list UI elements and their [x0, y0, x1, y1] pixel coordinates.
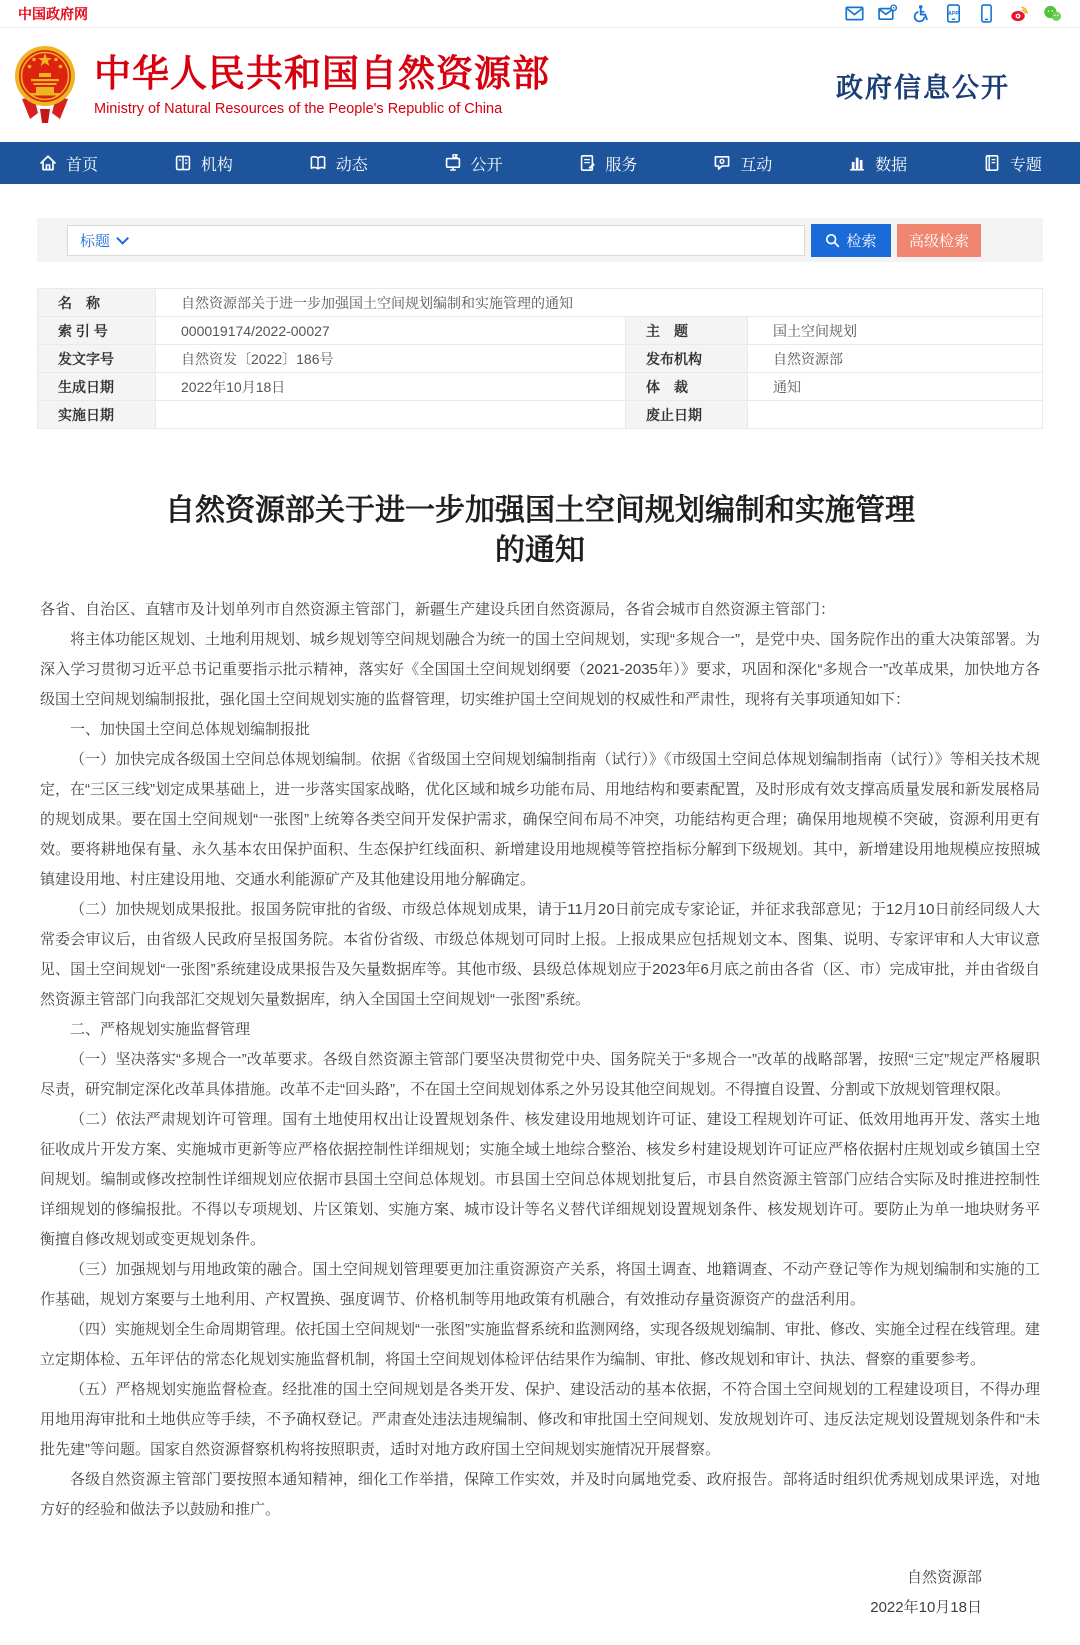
- article-paragraph: （二）加快规划成果报批。报国务院审批的省级、市级总体规划成果，请于11月20日前完成专家论证，并征求我部意见；于12月10日前经同级人大常委会审议后，由省级人民政府呈报国务院。本省份省级、市级总体规划可同时上报。上报成果应包括规划文本、图集、说明、专家评审和人大审议意见、国土空间规划“一张图”系统建设成果报告及矢量数据库等。其他市级、县级总体规划应于2023年6月底之前由各省（区、市）完成审批，并由省级自然资源主管部门向我部汇交规划矢量数据库，纳入全国国土空间规划“一张图”系统。: [40, 901, 1040, 1008]
- mail-icon[interactable]: [845, 4, 864, 23]
- search-field-selector[interactable]: [80, 230, 125, 251]
- service-icon: [577, 153, 597, 173]
- disclosure-icon: [443, 153, 463, 173]
- topbar-icon-group: [845, 4, 1062, 23]
- meta-created-value: 2022年10月18日: [156, 373, 626, 401]
- ministry-brand: [94, 53, 836, 117]
- accessibility-icon[interactable]: [911, 4, 930, 23]
- table-row: [38, 345, 1043, 373]
- nav-label: 专题: [1009, 156, 1042, 174]
- nav-item-interact[interactable]: [712, 152, 772, 175]
- article-section-heading: 二、严格规划实施监督管理: [70, 1021, 251, 1038]
- meta-name-value: 自然资源部关于进一步加强国土空间规划编制和实施管理的通知: [156, 289, 1043, 317]
- app-download-icon[interactable]: [944, 4, 963, 23]
- article-paragraph: （五）严格规划实施监督检查。经批准的国土空间规划是各类开发、保护、建设活动的基本依据，不符合国土空间规划的工程建设项目，不得办理用地用海审批和土地供应等手续，不予确权登记。严肃查处违法违规编制、修改和审批国土空间规划、发放规划许可、违反法定规划设置规划条件和“未批先建”等问题。国家自然资源督察机构将按照职责，适时对地方政府国土空间规划实施情况开展督察。: [40, 1381, 1040, 1458]
- table-row: [38, 289, 1043, 317]
- article-section-heading: 一、加快国土空间总体规划编制报批: [70, 721, 311, 738]
- meta-docno-value: 自然资发〔2022〕186号: [156, 345, 626, 373]
- nav-item-data[interactable]: [847, 152, 907, 175]
- ministry-title-en: Ministry of Natural Resources of the People's Republic of China: [94, 101, 503, 117]
- nav-label: 机构: [200, 156, 233, 174]
- home-icon: [38, 153, 58, 173]
- nav-item-topics[interactable]: [982, 152, 1042, 175]
- search-button-label: 检索: [846, 232, 877, 250]
- meta-repeal-value: [748, 401, 1043, 429]
- meta-issuer-label: 发布机构: [626, 345, 748, 373]
- article-paragraph: （二）依法严肃规划许可管理。国有土地使用权出让设置规划条件、核发建设用地规划许可证、建设工程规划许可证、低效用地再开发、落实土地征收成片开发方案、实施城市更新等应严格依据控制性详细规划；实施全域土地综合整治、核发乡村建设规划许可证应严格依据村庄规划或乡镇国土空间规划。编制或修改控制性详细规划应依据市县国土空间总体规划。市县国土空间总体规划批复后，市县自然资源主管部门应结合实际及时推进控制性详细规划的修编报批。不得以专项规划、片区策划、实施方案、城市设计等名义替代详细规划设置规划条件、核发规划许可。要防止为单一地块财务平衡擅自修改规划或变更规划条件。: [40, 1111, 1040, 1248]
- table-row: [38, 401, 1043, 429]
- ministry-title-cn: 中华人民共和国自然资源部: [94, 53, 550, 94]
- article-paragraph: （三）加强规划与用地政策的融合。国土空间规划管理要更加注重资源资产关系，将国土调查、地籍调查、不动产登记等作为规划编制和实施的工作基础，规划方案要与土地利用、产权置换、强度调节、价格机制等用地政策有机融合，有效推动存量资源资产的盘活利用。: [40, 1261, 1040, 1308]
- nav-label: 公开: [470, 156, 503, 174]
- gov-site-link[interactable]: 中国政府网: [18, 5, 88, 22]
- search-icon: [825, 233, 840, 248]
- data-icon: [847, 153, 867, 173]
- article-paragraph: 各省、自治区、直辖市及计划单列市自然资源主管部门，新疆生产建设兵团自然资源局，各省会城市自然资源主管部门：: [40, 601, 836, 618]
- gov-info-disclosure-link[interactable]: 政府信息公开: [836, 72, 1010, 103]
- nav-item-disclosure[interactable]: [443, 152, 503, 175]
- site-header: [0, 28, 1080, 142]
- page-bottom-spacer: [0, 1623, 1080, 1645]
- meta-index-value: 000019174/2022-00027: [156, 317, 626, 345]
- nav-item-services[interactable]: [577, 152, 637, 175]
- top-utility-bar: [0, 0, 1080, 28]
- article-paragraph: （四）实施规划全生命周期管理。依托国土空间规划“一张图”实施监督系统和监测网络，实现各级规划编制、审批、修改、实施全过程在线管理。建立定期体检、五年评估的常态化规划实施监督机制，将国土空间规划体检评估结果作为编制、审批、修改规划和审计、执法、督察的重要参考。: [40, 1321, 1040, 1368]
- search-button[interactable]: [811, 224, 891, 257]
- wechat-icon[interactable]: [1043, 4, 1062, 23]
- meta-index-label: 索 引 号: [38, 317, 156, 345]
- nav-label: 数据: [875, 156, 908, 174]
- advanced-search-button[interactable]: [897, 224, 981, 257]
- search-section: [0, 184, 1080, 262]
- meta-genre-value: 通知: [748, 373, 1043, 401]
- page-title: 自然资源部关于进一步加强国土空间规划编制和实施管理的通知: [165, 494, 915, 567]
- meta-topic-label: 主 题: [626, 317, 748, 345]
- main-nav: [0, 142, 1080, 184]
- nav-label: 动态: [335, 156, 368, 174]
- document-meta-section: [0, 262, 1080, 429]
- article-paragraph: 各级自然资源主管部门要按照本通知精神，细化工作举措，保障工作实效，并及时向属地党委、政府报告。部将适时组织优秀规划成果评选，对地方好的经验和做法予以鼓励和推广。: [40, 1471, 1040, 1518]
- meta-genre-label: 体 裁: [626, 373, 748, 401]
- org-icon: [173, 153, 193, 173]
- meta-topic-value: 国土空间规划: [748, 317, 1043, 345]
- search-input[interactable]: [67, 225, 805, 256]
- article-paragraph: （一）加快完成各级国土空间总体规划编制。依据《省级国土空间规划编制指南（试行）》《市级国土空间总体规划编制指南（试行）》等相关技术规定，在“三区三线”划定成果基础上，进一步落实国家战略，优化区域和城乡功能布局、用地结构和要素配置，及时形成有效支撑高质量发展和新发展格局的规划成果。要在国土空间规划“一张图”上统筹各类空间开发保护需求，确保空间布局不冲突，功能结构更合理；确保用地规模不突破，资源利用更有效。要将耕地保有量、永久基本农田保护面积、生态保护红线面积、新增建设用地规模等管控指标分解到下级规划。其中，新增建设用地规模应按照城镇建设用地、村庄建设用地、交通水利能源矿产及其他建设用地分解确定。: [40, 751, 1040, 888]
- signature-org: 自然资源部: [906, 1569, 982, 1586]
- mail-subscribe-icon[interactable]: [878, 4, 897, 23]
- topics-icon: [982, 153, 1002, 173]
- weibo-icon[interactable]: [1010, 4, 1029, 23]
- nav-label: 服务: [605, 156, 638, 174]
- document-meta-table: [37, 288, 1043, 429]
- chevron-down-icon: [116, 232, 129, 245]
- meta-name-label: 名 称: [38, 289, 156, 317]
- article-paragraph: 将主体功能区规划、土地利用规划、城乡规划等空间规划融合为统一的国土空间规划，实现“多规合一”，是党中央、国务院作出的重大决策部署。为深入学习贯彻习近平总书记重要指示批示精神，落实好《全国国土空间规划纲要（2021-2035年）》要求，巩固和深化“多规合一”改革成果，加快地方各级国土空间规划编制报批，强化国土空间规划实施的监督管理，切实维护国土空间规划的权威性和严肃性，现将有关事项通知如下：: [40, 631, 1040, 708]
- meta-effective-label: 实施日期: [38, 401, 156, 429]
- nav-item-home[interactable]: [38, 152, 98, 175]
- meta-effective-value: [156, 401, 626, 429]
- national-emblem-logo: [14, 43, 76, 127]
- interact-icon: [712, 153, 732, 173]
- meta-created-label: 生成日期: [38, 373, 156, 401]
- nav-item-org[interactable]: [173, 152, 233, 175]
- meta-issuer-value: 自然资源部: [748, 345, 1043, 373]
- table-row: [38, 317, 1043, 345]
- meta-docno-label: 发文字号: [38, 345, 156, 373]
- signature-block: [40, 1563, 1040, 1623]
- nav-label: 首页: [66, 156, 99, 174]
- mobile-site-icon[interactable]: [977, 4, 996, 23]
- nav-label: 互动: [740, 156, 773, 174]
- search-panel: [37, 218, 1043, 262]
- article-paragraph: （一）坚决落实“多规合一”改革要求。各级自然资源主管部门要坚决贯彻党中央、国务院关于“多规合一”改革的战略部署，按照“三定”规定严格履职尽责，研究制定深化改革具体措施。改革不走“回头路”，不在国土空间规划体系之外另设其他空间规划。不得擅自设置、分割或下放规划管理权限。: [40, 1051, 1040, 1098]
- meta-repeal-label: 废止日期: [626, 401, 748, 429]
- advanced-search-label: 高级检索: [908, 232, 969, 250]
- svg-text:APP: APP: [948, 10, 959, 17]
- article-body: [0, 571, 1080, 1623]
- search-field-label: 标题: [80, 232, 111, 250]
- signature-date: 2022年10月18日: [870, 1599, 982, 1616]
- nav-item-news[interactable]: [308, 152, 368, 175]
- table-row: [38, 373, 1043, 401]
- news-icon: [308, 153, 328, 173]
